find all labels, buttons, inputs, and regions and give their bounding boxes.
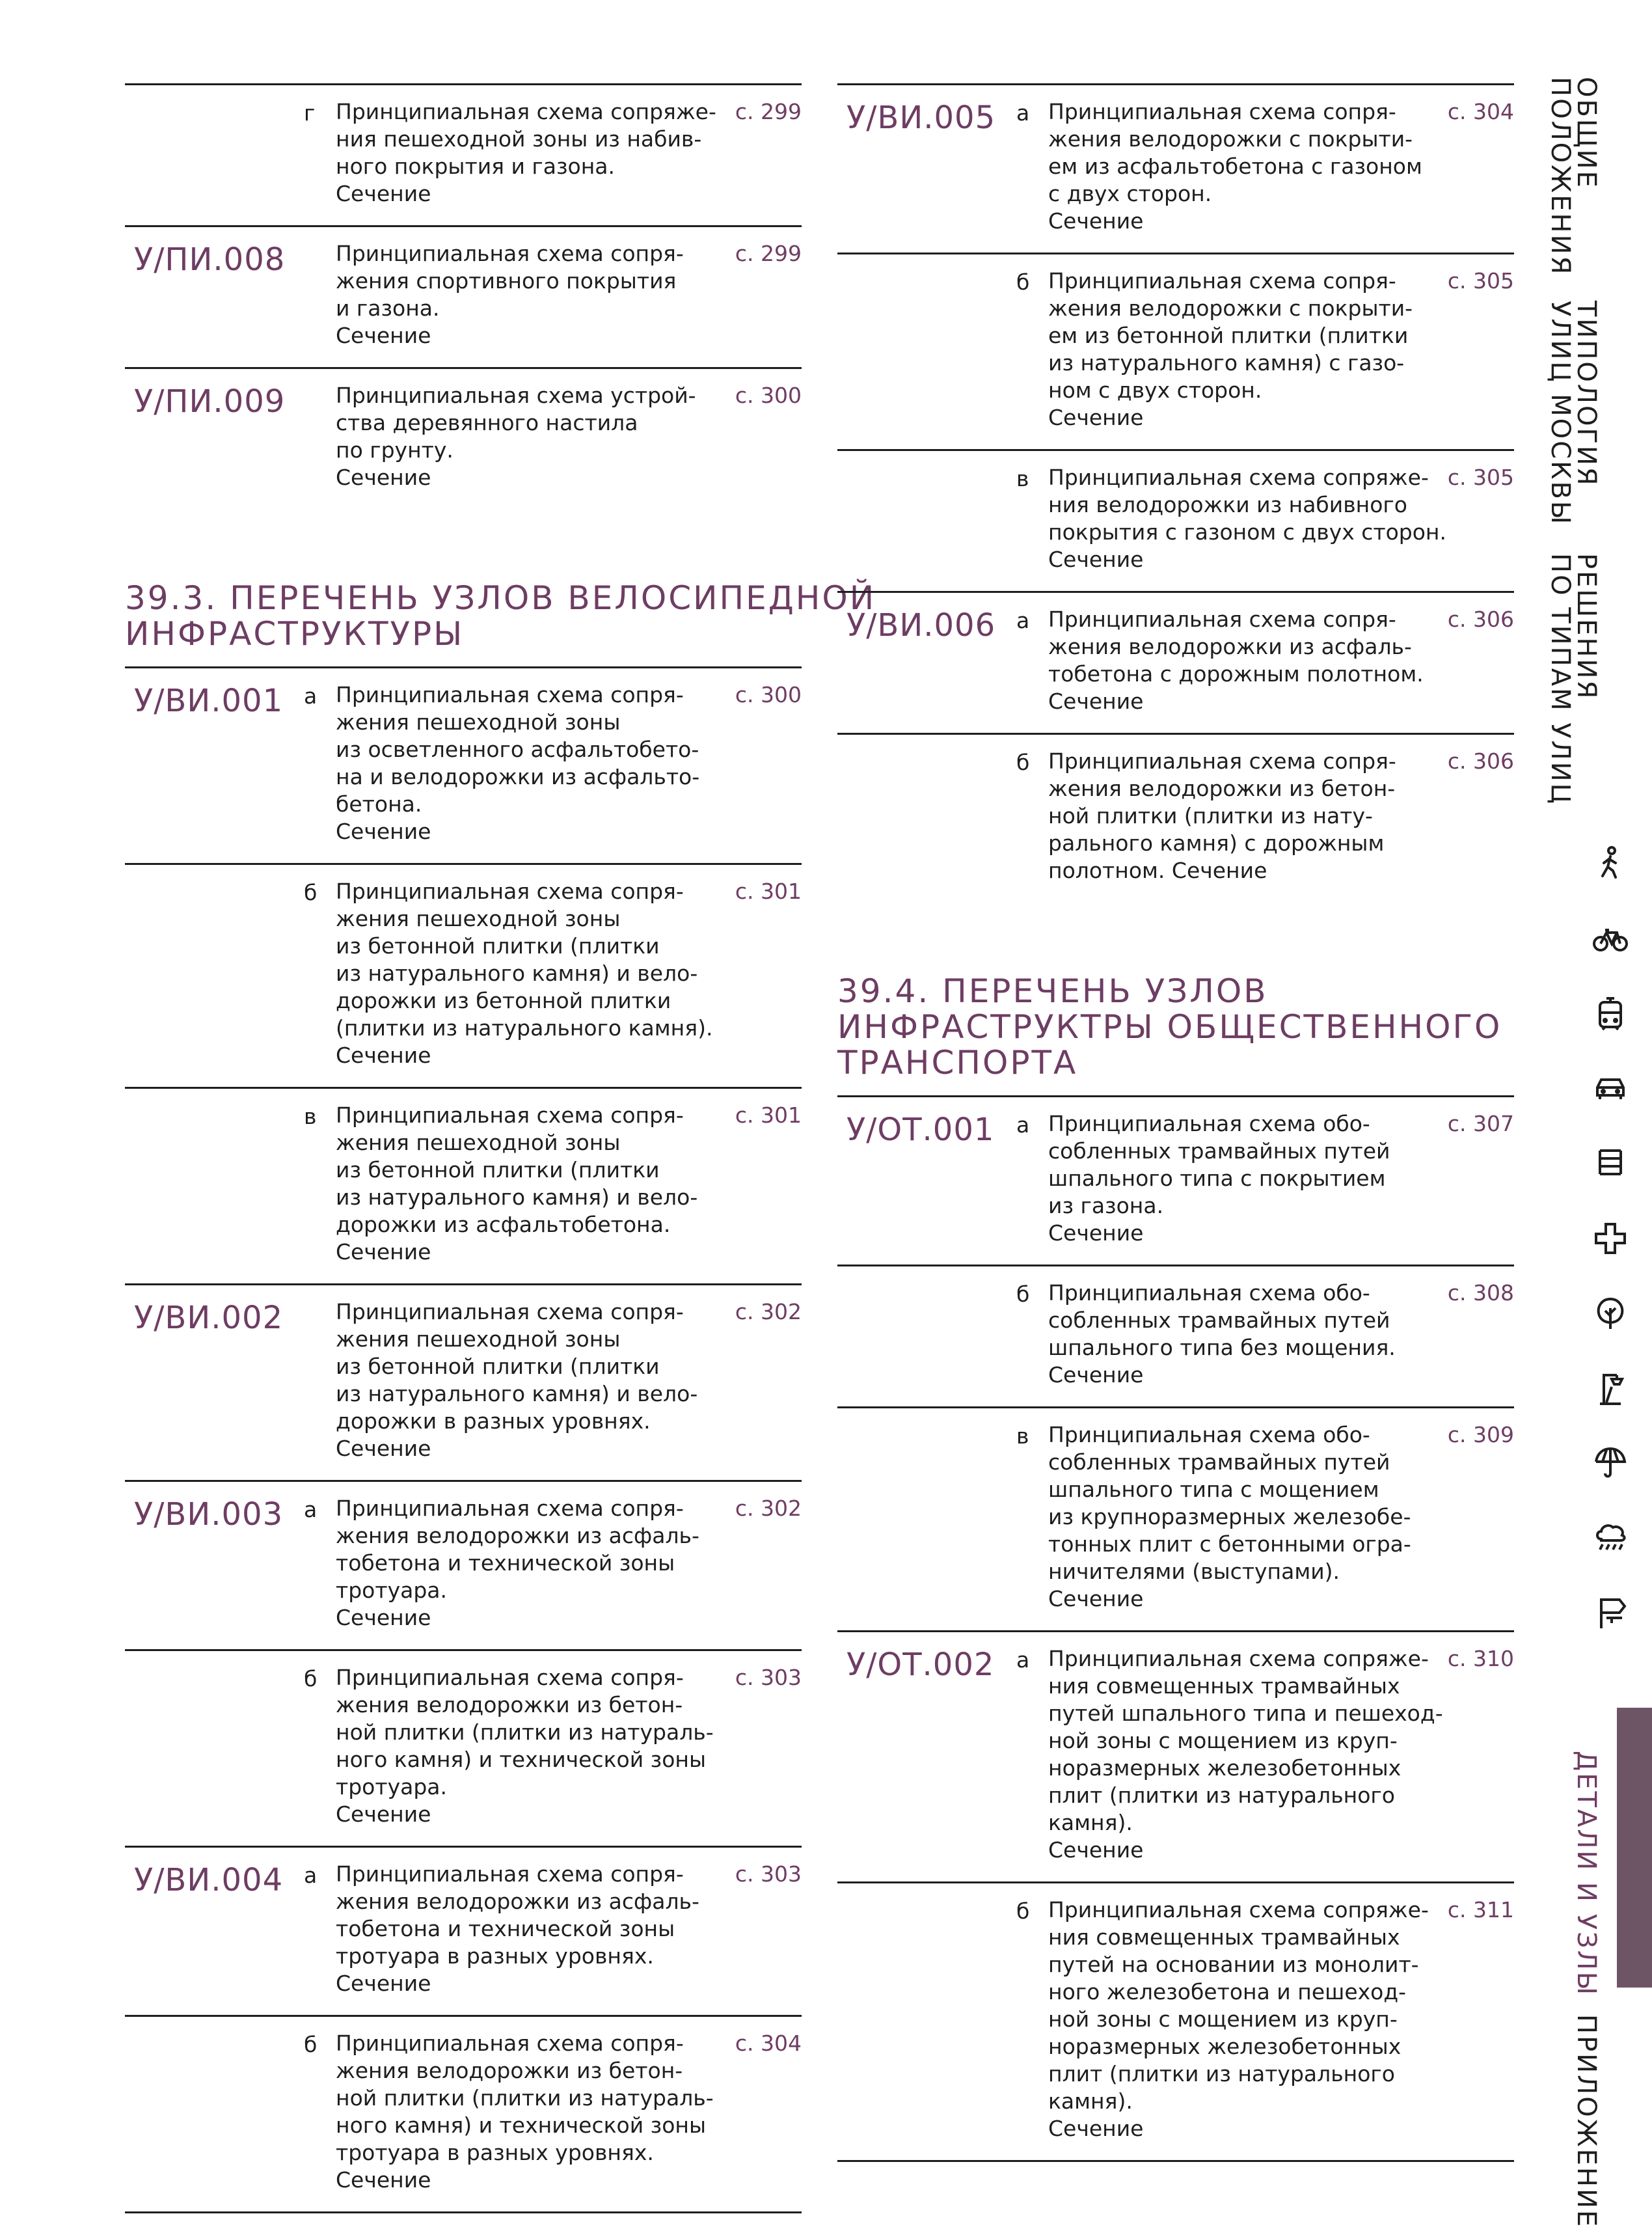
list-item[interactable] xyxy=(125,2015,802,2211)
entry-description-line: Сечение xyxy=(336,1801,431,1827)
entry-description-line: ния совмещенных трамвайных xyxy=(1048,1924,1400,1950)
entry-description-line: из натурального камня) и вело- xyxy=(336,961,698,986)
entry-description-line: шпального типа с мощением xyxy=(1048,1477,1379,1502)
page-reference-link[interactable]: с. 299 xyxy=(735,99,802,124)
entry-description-line: (плитки из натурального камня). xyxy=(336,1015,713,1041)
side-tab-label: ПРИЛОЖЕНИЕ xyxy=(1571,2014,1601,2229)
entry-description xyxy=(1048,1645,1443,1864)
list-item[interactable] xyxy=(125,225,802,367)
entry-description xyxy=(336,1495,700,1632)
entry-description-line: ного камня) и технической зоны xyxy=(336,2113,707,2138)
entry-description-line: норазмерных железобетонных xyxy=(1048,2034,1401,2059)
entry-description xyxy=(336,878,713,1069)
entry-description-line: Принципиальная схема сопря- xyxy=(1048,748,1396,774)
page-reference-link[interactable]: с. 309 xyxy=(1447,1422,1514,1447)
entry-description-line: жения пешеходной зоны xyxy=(336,1130,621,1155)
entry-description-line: жения велодорожки из асфаль- xyxy=(336,1889,699,1914)
entry-description-line: плит (плитки из натурального xyxy=(1048,1783,1395,1808)
entry-letter: в xyxy=(1016,1423,1029,1449)
entry-description-line: Сечение xyxy=(1048,1586,1144,1611)
entry-description-line: дорожки из бетонной плитки xyxy=(336,988,671,1013)
entry-description-line: камня). xyxy=(1048,2088,1133,2114)
side-tab-label: РЕШЕНИЯ xyxy=(1571,553,1601,701)
entry-description-line: жения велодорожки с покрыти- xyxy=(1048,295,1413,321)
entry-description-line: Принципиальная схема обо- xyxy=(1048,1422,1370,1447)
entry-description-line: из натурального камня) и вело- xyxy=(336,1184,698,1210)
entry-description-line: Сечение xyxy=(1048,1220,1144,1246)
entry-description-line: и газона. xyxy=(336,295,440,321)
entry-description-line: шпального типа с покрытием xyxy=(1048,1166,1386,1191)
section-title-line: ИНФРАСТРУКТУРЫ xyxy=(125,615,465,653)
page-reference-link[interactable]: с. 306 xyxy=(1447,748,1514,774)
section-title-line: 39.4. ПЕРЕЧЕНЬ УЗЛОВ xyxy=(837,972,1268,1010)
entry-description-line: из бетонной плитки (плитки xyxy=(336,1157,660,1183)
section-39-4-title xyxy=(837,974,1514,1081)
entry-description-line: ем из асфальтобетона с газоном xyxy=(1048,154,1422,179)
entry-description-line: ной плитки (плитки из нату- xyxy=(1048,803,1373,828)
list-item[interactable] xyxy=(837,1095,1514,1265)
entry-description-line: Принципиальная схема сопря- xyxy=(336,241,684,266)
entry-description-line: на и велодорожки из асфальто- xyxy=(336,764,700,789)
list-item[interactable] xyxy=(837,83,1514,253)
entry-description-line: ства деревянного настила xyxy=(336,410,638,435)
entry-letter: б xyxy=(1016,269,1030,295)
entry-description-line: жения велодорожки с покрыти- xyxy=(1048,126,1413,152)
entry-letter: а xyxy=(1016,1647,1030,1673)
entry-letter: б xyxy=(1016,750,1030,775)
entry-description-line: дорожки в разных уровнях. xyxy=(336,1408,651,1434)
page-reference-link[interactable]: с. 300 xyxy=(735,682,802,707)
entry-description-line: ного покрытия и газона. xyxy=(336,154,616,179)
entry-description-line: Принципиальная схема обо- xyxy=(1048,1111,1370,1136)
entry-description-line: Принципиальная схема сопря- xyxy=(336,1665,684,1690)
layers-icon[interactable] xyxy=(1592,1145,1629,1182)
entry-description-line: тротуара в разных уровнях. xyxy=(336,2140,654,2165)
entry-description-line: Принципиальная схема обо- xyxy=(1048,1280,1370,1306)
entry-description xyxy=(336,1664,714,1828)
entry-code: У/ОТ.001 xyxy=(846,1112,995,1148)
entry-description xyxy=(1048,98,1422,235)
entry-description-line: Принципиальная схема сопря- xyxy=(336,682,684,707)
entry-description xyxy=(1048,1421,1413,1613)
entry-description-line: ния совмещенных трамвайных xyxy=(1048,1673,1400,1699)
entry-description-line: ного железобетона и пешеход- xyxy=(1048,1979,1407,2004)
entry-description-line: ничителями (выступами). xyxy=(1048,1559,1340,1584)
entry-letter: а xyxy=(1016,608,1030,633)
entry-code: У/ПИ.009 xyxy=(134,383,286,420)
list-item[interactable] xyxy=(125,1087,802,1283)
list-item[interactable] xyxy=(837,1406,1514,1630)
entry-description-line: из осветленного асфальтобето- xyxy=(336,737,699,762)
entry-description-line: ной зоны с мощением из круп- xyxy=(1048,1728,1398,1753)
section-39-3-title xyxy=(125,579,876,653)
list-item[interactable] xyxy=(125,1283,802,1480)
page-reference-link[interactable]: с. 304 xyxy=(735,2031,802,2056)
entry-letter: а xyxy=(1016,1112,1030,1138)
entry-description-line: Сечение xyxy=(336,1605,431,1630)
entry-description-line: Принципиальная схема сопря- xyxy=(1048,268,1396,294)
entry-description-line: из бетонной плитки (плитки xyxy=(336,1354,660,1379)
entry-description-line: жения велодорожки из асфаль- xyxy=(1048,634,1412,659)
entry-description-line: жения пешеходной зоны xyxy=(336,906,621,931)
entry-description-line: Сечение xyxy=(1048,547,1144,572)
entry-description-line: бетона. xyxy=(336,791,422,817)
entry-letter: б xyxy=(304,1666,318,1691)
side-tab-label: ПО ТИПАМ УЛИЦ xyxy=(1545,553,1575,806)
list-item[interactable] xyxy=(837,253,1514,449)
entry-description-line: Принципиальная схема сопря- xyxy=(336,1102,684,1128)
list-item[interactable] xyxy=(125,83,802,225)
entry-description xyxy=(336,382,700,491)
page-reference-link[interactable]: с. 311 xyxy=(1447,1897,1514,1922)
entry-description-line: плит (плитки из натурального xyxy=(1048,2061,1395,2086)
entry-description-line: Принципиальная схема сопря- xyxy=(1048,607,1396,632)
page-reference-link[interactable]: с. 305 xyxy=(1447,465,1514,490)
page-reference-link[interactable]: с. 306 xyxy=(1447,607,1514,632)
entry-letter: г xyxy=(304,100,316,126)
entry-description xyxy=(336,2030,714,2194)
entry-description xyxy=(336,1102,700,1266)
entry-description xyxy=(1048,1279,1413,1389)
entry-description-line: Сечение xyxy=(336,323,431,348)
entry-description-line: тобетона и технической зоны xyxy=(336,1916,675,1941)
bottom-rule xyxy=(837,2160,1514,2162)
entry-letter: а xyxy=(304,683,318,709)
entry-code: У/ВИ.006 xyxy=(846,607,996,644)
entry-description-line: путей шпального типа и пешеход- xyxy=(1048,1701,1443,1726)
list-item[interactable] xyxy=(125,367,802,509)
entry-list-39-3 xyxy=(125,666,802,2211)
entry-description-line: Принципиальная схема сопряже- xyxy=(336,99,716,124)
entry-description-line: камня). xyxy=(1048,1810,1133,1835)
pedestrian-icon[interactable] xyxy=(1592,845,1629,881)
entry-description-line: ной плитки (плитки из натураль- xyxy=(336,1719,714,1745)
page-reference-link[interactable]: с. 307 xyxy=(1447,1111,1514,1136)
entry-description-line: рального камня) с дорожным xyxy=(1048,830,1385,856)
entry-description-line: Сечение xyxy=(336,2167,431,2193)
list-item[interactable] xyxy=(125,666,802,863)
entry-description-line: шпального типа без мощения. xyxy=(1048,1335,1396,1360)
entry-description xyxy=(1048,1110,1413,1247)
entry-description-line: Принципиальная схема сопря- xyxy=(336,2031,684,2056)
entry-description-line: ной зоны с мощением из круп- xyxy=(1048,2006,1398,2032)
lamp-icon[interactable] xyxy=(1592,1370,1629,1406)
entry-description-line: Сечение xyxy=(336,465,431,490)
entry-description xyxy=(336,98,716,208)
entry-description-line: Сечение xyxy=(336,1043,431,1068)
page-reference-link[interactable]: с. 304 xyxy=(1447,99,1514,124)
entry-description-line: Принципиальная схема сопря- xyxy=(336,1861,684,1887)
entry-description xyxy=(336,1861,700,1997)
entry-code: У/ВИ.001 xyxy=(134,683,284,719)
entry-description-line: Сечение xyxy=(336,1436,431,1461)
page-reference-link[interactable]: с. 300 xyxy=(735,383,802,408)
entry-description-line: тобетона с дорожным полотном. xyxy=(1048,661,1424,687)
entry-description-line: собленных трамвайных путей xyxy=(1048,1449,1390,1475)
entry-letter: в xyxy=(1016,466,1029,491)
bottom-rule xyxy=(125,2211,802,2213)
page-reference-link[interactable]: с. 305 xyxy=(1447,268,1514,294)
page-reference-link[interactable]: с. 308 xyxy=(1447,1280,1514,1306)
entry-description-line: из натурального камня) с газо- xyxy=(1048,350,1405,376)
entry-description-line: жения велодорожки из асфаль- xyxy=(336,1523,699,1548)
page-reference-link[interactable]: с. 301 xyxy=(735,879,802,904)
entry-code: У/ПИ.008 xyxy=(134,241,286,278)
section-title-line: ИНФРАСТРУКТРЫ ОБЩЕСТВЕННОГО xyxy=(837,1008,1502,1046)
list-item[interactable] xyxy=(837,1265,1514,1406)
entry-description-line: жения велодорожки из бетон- xyxy=(336,1692,683,1717)
entry-description-line: Сечение xyxy=(1048,1362,1144,1388)
entry-description-line: ном с двух сторон. xyxy=(1048,377,1262,403)
entry-list-top-left xyxy=(125,83,802,509)
section-title-line: 39.3. ПЕРЕЧЕНЬ УЗЛОВ ВЕЛОСИПЕДНОЙ xyxy=(125,579,876,617)
side-tab-label: ДЕТАЛИ И УЗЛЫ xyxy=(1571,1751,1601,1997)
entry-letter: б xyxy=(1016,1281,1030,1307)
entry-description-line: Принципиальная схема сопря- xyxy=(336,1299,684,1324)
entry-description xyxy=(1048,606,1424,715)
entry-letter: б xyxy=(304,2032,318,2057)
entry-description-line: из газона. xyxy=(1048,1193,1164,1218)
section-title-line: ТРАНСПОРТА xyxy=(837,1044,1078,1082)
entry-description xyxy=(336,1298,700,1462)
entry-description-line: Принципиальная схема сопря- xyxy=(336,879,684,904)
entry-description-line: Сечение xyxy=(336,819,431,844)
entry-letter: б xyxy=(304,880,318,905)
entry-description-line: тонных плит с бетонными огра- xyxy=(1048,1531,1411,1557)
car-icon[interactable] xyxy=(1592,1071,1629,1107)
entry-description-line: Принципиальная схема сопряже- xyxy=(1048,1646,1429,1671)
entry-description-line: из крупноразмерных железобе- xyxy=(1048,1504,1411,1529)
entry-description xyxy=(1048,748,1413,884)
entry-description-line: жения пешеходной зоны xyxy=(336,1326,621,1352)
side-tab-label: ОБЩИЕ xyxy=(1571,77,1601,189)
entry-description-line: из натурального камня) и вело- xyxy=(336,1381,698,1406)
medical-cross-icon[interactable] xyxy=(1592,1220,1629,1257)
entry-description-line: жения спортивного покрытия xyxy=(336,268,677,294)
entry-description-line: норазмерных железобетонных xyxy=(1048,1755,1401,1781)
entry-description-line: Сечение xyxy=(1048,208,1144,234)
entry-code: У/ВИ.004 xyxy=(134,1862,284,1898)
entry-description-line: из бетонной плитки (плитки xyxy=(336,933,660,959)
left-column xyxy=(125,83,876,2213)
side-tab-label: ТИПОЛОГИЯ xyxy=(1571,301,1601,487)
entry-description-line: ной плитки (плитки из натураль- xyxy=(336,2085,714,2111)
entry-description-line: жения пешеходной зоны xyxy=(336,709,621,735)
list-item[interactable] xyxy=(837,733,1514,902)
page-reference-link[interactable]: с. 299 xyxy=(735,241,802,266)
page-reference-link[interactable]: с. 303 xyxy=(735,1861,802,1887)
entry-letter: а xyxy=(1016,100,1030,126)
list-item[interactable] xyxy=(837,1881,1514,2160)
entry-description-line: полотном. Сечение xyxy=(1048,858,1267,883)
entry-letter: б xyxy=(1016,1898,1030,1924)
entry-description xyxy=(1048,1896,1429,2142)
list-item[interactable] xyxy=(125,1480,802,1649)
entry-description-line: ем из бетонной плитки (плитки xyxy=(1048,323,1409,348)
entry-description-line: Сечение xyxy=(1048,689,1144,714)
entry-description-line: путей на основании из монолит- xyxy=(1048,1952,1419,1977)
entry-description-line: Принципиальная схема сопряже- xyxy=(1048,1897,1429,1922)
active-tab-marker xyxy=(1617,1708,1652,1988)
entry-code: У/ВИ.002 xyxy=(134,1300,284,1336)
entry-description-line: Сечение xyxy=(1048,405,1144,430)
entry-letter: а xyxy=(304,1497,318,1522)
entry-description-line: жения велодорожки из бетон- xyxy=(336,2058,683,2083)
entry-description xyxy=(336,681,700,845)
entry-description-line: по грунту. xyxy=(336,437,454,463)
entry-description-line: тротуара в разных уровнях. xyxy=(336,1943,654,1969)
tram-icon[interactable] xyxy=(1592,996,1629,1032)
entry-description-line: Принципиальная схема сопря- xyxy=(336,1496,684,1521)
entry-description xyxy=(1048,267,1413,431)
side-tab-label: УЛИЦ МОСКВЫ xyxy=(1545,301,1575,526)
entry-description-line: собленных трамвайных путей xyxy=(1048,1138,1390,1164)
list-item[interactable] xyxy=(125,1649,802,1846)
list-item[interactable] xyxy=(125,863,802,1087)
entry-description-line: Сечение xyxy=(1048,2116,1144,2141)
sign-icon[interactable] xyxy=(1592,1594,1629,1631)
entry-description-line: Сечение xyxy=(1048,1837,1144,1863)
list-item[interactable] xyxy=(837,591,1514,733)
entry-description-line: собленных трамвайных путей xyxy=(1048,1307,1390,1333)
entry-code: У/ОТ.002 xyxy=(846,1647,995,1683)
entry-description xyxy=(1048,464,1446,573)
bicycle-icon[interactable] xyxy=(1592,921,1629,957)
entry-description-line: Принципиальная схема сопряже- xyxy=(1048,465,1429,490)
umbrella-icon[interactable] xyxy=(1592,1445,1629,1481)
page-reference-link[interactable]: с. 310 xyxy=(1447,1646,1514,1671)
entry-code: У/ВИ.003 xyxy=(134,1496,284,1533)
entry-description-line: Сечение xyxy=(336,1239,431,1265)
entry-description-line: ния велодорожки из набивного xyxy=(1048,492,1407,517)
entry-list-top-right xyxy=(837,83,1514,902)
rain-cloud-icon[interactable] xyxy=(1592,1520,1629,1556)
tree-icon[interactable] xyxy=(1592,1295,1629,1332)
entry-description-line: тобетона и технической зоны xyxy=(336,1550,675,1576)
side-tab-label: ПОЛОЖЕНИЯ xyxy=(1545,77,1575,277)
page-reference-link[interactable]: с. 301 xyxy=(735,1102,802,1128)
entry-description-line: тротуара. xyxy=(336,1774,447,1799)
entry-letter: в xyxy=(304,1104,317,1129)
page-reference-link[interactable]: с. 302 xyxy=(735,1496,802,1521)
list-item[interactable] xyxy=(837,449,1514,591)
entry-description-line: дорожки из асфальтобетона. xyxy=(336,1212,671,1237)
entry-description-line: ния пешеходной зоны из набив- xyxy=(336,126,702,152)
page-reference-link[interactable]: с. 303 xyxy=(735,1665,802,1690)
entry-description-line: Сечение xyxy=(336,181,431,206)
list-item[interactable] xyxy=(837,1630,1514,1881)
entry-description-line: ного камня) и технической зоны xyxy=(336,1747,707,1772)
page-reference-link[interactable]: с. 302 xyxy=(735,1299,802,1324)
entry-description-line: с двух сторон. xyxy=(1048,181,1212,206)
entry-description-line: Сечение xyxy=(336,1971,431,1996)
entry-description-line: Принципиальная схема сопря- xyxy=(1048,99,1396,124)
entry-description-line: тротуара. xyxy=(336,1578,447,1603)
right-column xyxy=(837,83,1514,2162)
entry-code: У/ВИ.005 xyxy=(846,100,996,136)
entry-description-line: покрытия с газоном с двух сторон. xyxy=(1048,519,1446,545)
entry-description-line: Принципиальная схема устрой- xyxy=(336,383,696,408)
list-item[interactable] xyxy=(125,1846,802,2015)
entry-list-39-4 xyxy=(837,1095,1514,2160)
entry-description xyxy=(336,240,700,349)
entry-description-line: жения велодорожки из бетон- xyxy=(1048,776,1396,801)
entry-letter: а xyxy=(304,1863,318,1888)
